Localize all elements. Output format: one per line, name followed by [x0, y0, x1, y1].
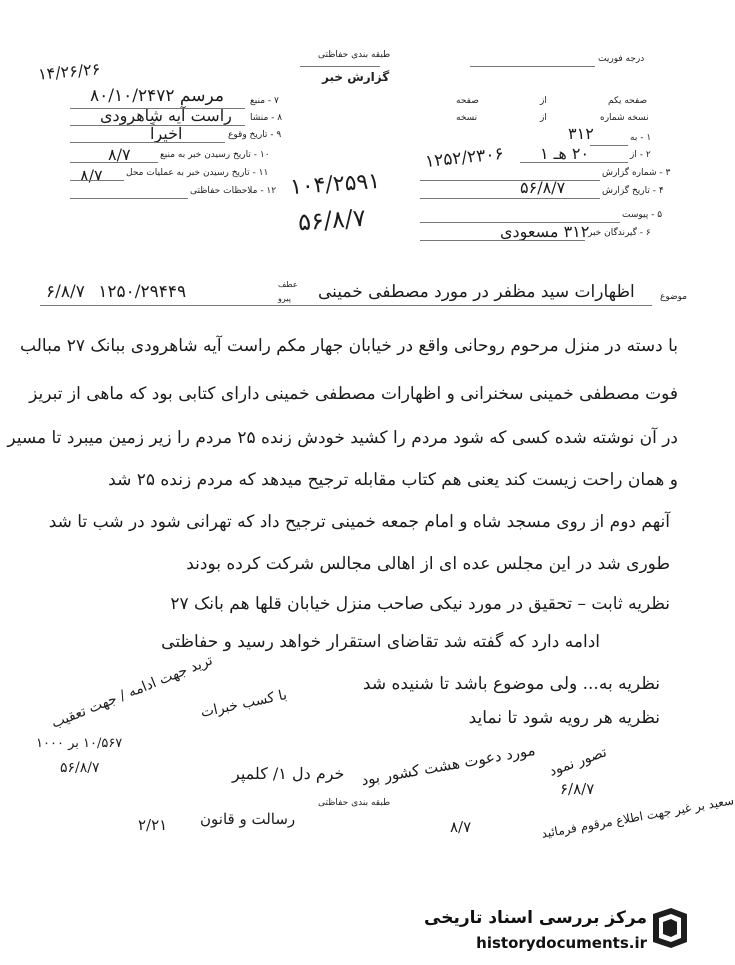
left-field-value: ۸/۷ — [108, 145, 131, 164]
left-field-value: اخیراً — [150, 124, 183, 143]
bottom-right-number: ۸/۷ — [450, 818, 472, 836]
right-field-mid: از — [540, 113, 547, 123]
field-line — [520, 162, 628, 163]
right-field-label: ۵ - پیوست — [622, 210, 663, 220]
body-line: آنهم دوم از روی مسجد شاه و امام جمعه خمینی ترجیح داد که تهرانی شود در شب تا شد — [48, 512, 670, 532]
left-field-label: ۱۰ - تاریخ رسیدن خبر به منبع — [160, 150, 270, 160]
right-field-label: ۶ - گیرندگان خبر — [588, 228, 651, 238]
subject-label: موضوع — [660, 292, 688, 302]
sign-line: خرم دل ۱/ کلمپر — [232, 764, 345, 783]
right-field-label: ۴ - تاریخ گزارش — [602, 186, 664, 196]
body-line: در آن نوشته شده کسی که شود مردم را کشید خودش زنده ۲۵ مردم را زیر زمین میبرد تا مسیر — [7, 428, 678, 448]
classification-label: طبقه بندی حفاظتی — [318, 50, 391, 60]
body-line: ادامه دارد که گفته شد تقاضای استقرار خواهد رسید و حفاظتی — [161, 632, 600, 652]
file-sub-label: پیرو — [278, 294, 291, 303]
right-field-label: ۲ - از — [630, 150, 651, 160]
left-field-label: ۷ - منبع — [250, 96, 279, 106]
archive-logo-icon — [649, 904, 691, 952]
field-line — [420, 198, 600, 199]
field-line — [70, 162, 158, 163]
middle-margin-note: با کسب خبرات — [199, 687, 289, 721]
left-field-value: ۸/۷ — [80, 166, 103, 185]
archive-watermark — [395, 898, 695, 960]
left-margin-numbers: ۱۰/۵۶۷ بر ۱۰۰۰ — [36, 736, 123, 751]
left-field-value: راست آیه شاهرودی — [100, 106, 232, 125]
right-field-label: ۱ - به — [630, 133, 652, 143]
body-line: نظریه به... ولی موضوع باشد تا شنیده شد — [362, 674, 660, 694]
left-margin-date: ۵۶/۸/۷ — [60, 760, 100, 776]
right-field-label: ۳ - شماره گزارش — [602, 168, 671, 178]
header-underline — [300, 66, 380, 67]
field-line — [590, 145, 628, 146]
field-line — [70, 180, 124, 181]
file-label: عطف — [278, 280, 298, 289]
urgency-line — [470, 66, 595, 67]
right-field-mid: از — [540, 96, 547, 106]
watermark-url: historydocuments.ir — [476, 934, 647, 952]
corner-number: ۱۴/۲۶/۲۶ — [37, 59, 102, 84]
right-margin-note: تصور نمود — [547, 744, 609, 780]
right-field-value: ۳۱۲ مسعودی — [500, 222, 590, 241]
right-field-value: ۵۶/۸/۷ — [520, 178, 566, 197]
field-line — [420, 222, 620, 223]
body-line: طوری شد در این مجلس عده ای از اهالی مجالس شرکت کرده بودند — [186, 554, 670, 574]
bottom-right-note: سعید بر غیر جهت اطلاع مرقوم فرمائید — [540, 793, 735, 841]
subject-text: اظهارات سید مظفر در مورد مصطفی خمینی — [318, 282, 635, 302]
right-field-value: ۲۰ هـ ۱ — [540, 144, 590, 163]
ref-date: ۶/۸/۷ — [46, 282, 85, 302]
mid-stamp-note: مورد دعوت هشت کشور بود — [359, 740, 537, 790]
left-field-label: ۹ - تاریخ وقوع — [228, 130, 282, 140]
field-line — [70, 198, 188, 199]
field-line — [70, 142, 225, 143]
field-line — [420, 240, 585, 241]
right-field-label: نسخه شماره — [600, 113, 649, 123]
subject-ref — [46, 282, 186, 302]
right-field-tail: صفحه — [456, 96, 479, 106]
field-line — [70, 108, 245, 109]
right-field-tail: نسخه — [456, 113, 478, 123]
right-field-value: ۱۲۵۲/۲۳۰۶ — [424, 143, 505, 173]
left-margin-note: ترید جهت ادامه / جهت تعقیب — [49, 652, 215, 732]
left-field-label: ۸ - منشا — [250, 113, 283, 123]
subject-underline — [40, 305, 652, 306]
field-line — [420, 180, 600, 181]
ref-number: ۱۲۵۰/۲۹۴۴۹ — [98, 282, 187, 302]
left-field-label: ۱۲ - ملاحظات حفاظتی — [190, 186, 277, 196]
bottom-mid-note: رسالت و قانون — [200, 810, 296, 828]
left-field-value: ۸۰/۱۰/۲۴۷۲ مرسم — [90, 86, 224, 106]
body-line: و همان راحت زیست کند یعنی هم کتاب مقابله ترجیح میدهد که مردم زنده ۲۵ شد — [108, 470, 678, 490]
right-field-value: ۳۱۲ — [568, 124, 594, 143]
right-field-label: صفحه یکم — [608, 96, 648, 106]
right-margin-date: ۶/۸/۷ — [560, 780, 595, 798]
watermark-title: مرکز بررسی اسناد تاریخی — [424, 908, 647, 928]
number-stamp: ۱۰۴/۲۵۹۱ — [289, 168, 381, 201]
date-stamp: ۵۶/۸/۷ — [297, 203, 367, 237]
footer-classification-label: طبقه بندی حفاظتی — [318, 798, 391, 808]
bottom-left-note: ۲/۲۱ — [138, 816, 168, 834]
left-field-label: ۱۱ - تاریخ رسیدن خبر به عملیات محل — [126, 168, 269, 178]
body-line: فوت مصطفی خمینی سخنرانی و اظهارات مصطفی خمینی دارای کتابی بود که ماهی از تبریز — [29, 384, 678, 404]
body-line: با دسته در منزل مرحوم روحانی واقع در خیابان جهار مکم راست آیه شاهرودی ببانک ۲۷ مبالب — [20, 336, 678, 356]
report-title: گزارش خبر — [322, 70, 390, 84]
field-line — [70, 125, 245, 126]
body-line: نظریه ثابت – تحقیق در مورد نیکی صاحب منزل خیابان قلها هم بانک ۲۷ — [170, 594, 670, 614]
urgency-label: درجه فوریت — [598, 54, 645, 64]
body-line: نظریه هر رویه شود تا نماید — [468, 708, 660, 728]
